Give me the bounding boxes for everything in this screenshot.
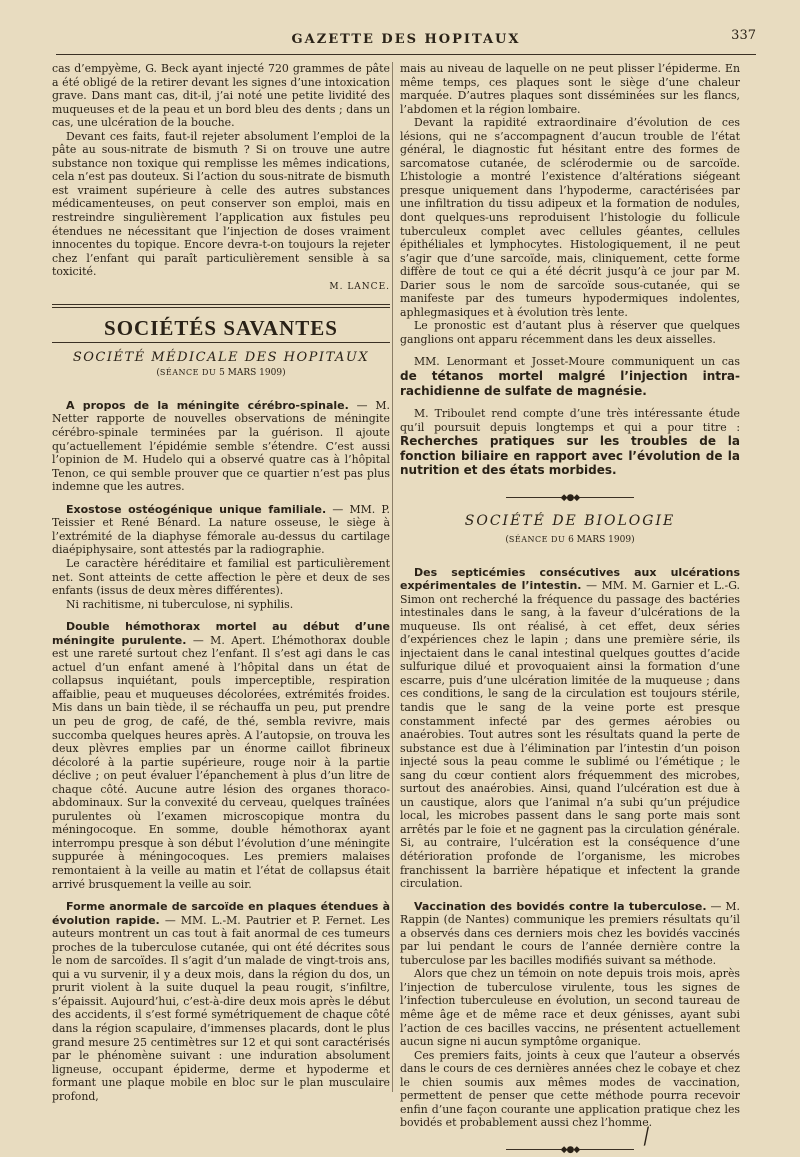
article-heading: Double hémothorax mortel au début d’une méningite purulente.: [52, 620, 390, 647]
article-text: M. Triboulet rend compte d’une très intéressante étude qu’il poursuit depuis longtemps et qui a pour titre :: [400, 407, 740, 434]
article-text: — MM. P. Teissier et René Bénard. La nature osseuse, le siège à l’extrémité de la diaphyse fémorale au-dessus du cartilage diaépiphysaire, sont attestés par la radiographie.: [52, 502, 391, 557]
paragraph: Le caractère héréditaire et familial est particulièrement net. Sont atteints de cette affection le père et deux de ses enfants (issus de deux mères différentes).: [52, 556, 390, 598]
article-item: [400, 407, 740, 478]
article-item: [52, 900, 390, 1103]
session-label: SÉANCE DU: [508, 534, 566, 544]
society-title: SOCIÉTÉ DE BIOLOGIE: [464, 513, 676, 530]
society-title: SOCIÉTÉ MÉDICALE DES HOPITAUX: [72, 349, 370, 365]
paragraph: cas d’empyème, G. Beck ayant injecté 720 grammes de pâte a été obligé de la retirer devant les signes d’une intoxication grave. Dans mant cas, dit-il, j’ai noté une petite lividité des muqueuses et de la peau et un bord bleu des dents ; dans un cas, une ulcération de la bouche.: [52, 62, 390, 130]
session-date: (SÉANCE DU 6 MARS 1909): [505, 534, 635, 545]
ink-mark: ⁄: [640, 1125, 653, 1150]
separator-ornament: ◆●◆: [400, 492, 740, 506]
paragraph: mais au niveau de laquelle on ne peut plisser l’épiderme. En même temps, ces plaques sont le siège d’une chaleur marquée. D’autres plaques sont disséminées sur les flancs, l’abdomen et la région lombaire.: [400, 62, 740, 116]
paragraph: Le pronostic est d’autant plus à réserver que quelques ganglions ont apparu récemment dans les deux aisselles.: [400, 319, 740, 346]
article-title: Recherches pratiques sur les troubles de la fonction biliaire en rapport avec l’évolution de la nutrition et des états morbides.: [400, 434, 740, 478]
session-date-value: 5 MARS 1909: [219, 368, 283, 379]
article-item: [52, 620, 390, 891]
author-signature: M. LANCE.: [329, 281, 390, 292]
article-heading: Des septicémies consécutives aux ulcérations expérimentales de l’intestin.: [400, 565, 740, 593]
paragraph: Devant ces faits, faut-il rejeter absolument l’emploi de la pâte au sous-nitrate de bismuth ? Si on trouve une autre substance non toxique qui remplisse les mêmes indications, cela n’est pas douteux. Si l’action du sous-nitrate de bismuth est vraiment supérieure à celle des autres substances médicamenteuses, on peut conserver son emploi, mais en restreindre singulièrement l’application aux fistules peu étendues ne nécessitant que l’injection de doses vraiment innocentes du topique. Encore devra-t-on toujours la rejeter chez l’enfant qui paraît particulièrement sensible à sa toxicité.: [52, 129, 390, 279]
page-number: 337: [731, 28, 756, 43]
article-item: [52, 503, 390, 557]
running-title: GAZETTE DES HOPITAUX: [291, 32, 521, 47]
article-item: [400, 566, 740, 891]
end-ornament: ◆●◆: [400, 1144, 740, 1157]
paragraph: Alors que chez un témoin on note depuis trois mois, après l’injection de tuberculose virulente, tous les signes de l’infection tuberculeuse en évolution, un second taureau de même âge et de même race et deux génisses, ayant subi l’action de ces bacilles vaccins, ne présentent actuellement aucun signe ni aucun symptôme organique.: [400, 967, 740, 1049]
article-heading: Forme anormale de sarcoïde en plaques étendues à évolution rapide.: [52, 900, 390, 927]
paragraph: Devant la rapidité extraordinaire d’évolution de ces lésions, qui ne s’accompagnent d’aucun trouble de l’état général, le diagnostic fut hésitant entre des formes de sarcomatose cutanée, de sclérodermie ou de sarcoïde. L’histologie a montré l’existence d’altérations siégeant presque uniquement dans l’hypoderme, caractérisées par une infiltration du tissu adipeux et la formation de nodules, dont quelques-uns reproduisent l’histologie du follicule tuberculeux complet avec cellules géantes, cellules épithéliales et lymphocytes. Histologiquement, il ne peut s’agir que d’une sarcoïde, mais, cliniquement, cette forme diffère de tout ce qui a été décrit jusqu’à ce jour par M. Darier sous le nom de sarcoïde sous-cutanée, qui se manifeste par des tumeurs hypodermiques indolentes, aphlegmasiques et à évolution très lente.: [400, 116, 740, 319]
article-text: — M. Rappin (de Nantes) communique les premiers résultats qu’il a observés dans ces derniers mois chez les bovidés vaccinés par lui pendant le cours de l’année dernière contre la tuberculose par les bacilles modifiés suivant sa méthode.: [400, 899, 740, 967]
article-text: — MM. M. Garnier et L.-G. Simon ont recherché la fréquence du passage des bactéries intestinales dans le sang, à la faveur d’ulcérations de la muqueuse. Ils ont réalisé, à cet effet, deux séries d’expériences chez le lapin ; dans une première série, ils injectaient dans le canal intestinal quelques gouttes d’acide sulfurique dilué et provoquaient ainsi la formation d’une escarre, puis d’une ulcération limitée de la muqueuse ; dans ces conditions, le sang de la circulation est toujours stérile, tandis que le sang de la veine porte est presque constamment infecté par des germes aérobies ou anaérobies. Tout autres sont les résultats quand la perte de substance est due à l’élimination par l’intestin d’un poison injecté sous la peau comme le sublimé ou l’émétique ; le sang du cœur contient alors fréquemment des microbes, surtout des anaérobies. Ainsi, quand l’ulcération est due à un caustique, alors que l’animal n’a subi qu’un préjudice local, les microbes passent dans le sang porte mais sont arrêtés par le foie et ne gagnent pas la circulation générale. Si, au contraire, l’ulcération est la conséquence d’une détérioration profonde de l’organisme, les microbes franchissent la barrière hépatique et infectent la grande circulation.: [400, 579, 740, 891]
session-date: (SÉANCE DU 5 MARS 1909): [156, 368, 286, 379]
paragraph: Ni rachitisme, ni tuberculose, ni syphilis.: [66, 597, 294, 611]
section-rule: [52, 304, 390, 308]
article-heading: A propos de la méningite cérébro-spinale.: [66, 398, 349, 412]
session-date-value: 6 MARS 1909: [568, 534, 632, 545]
article-text: — M. Netter rapporte de nouvelles observations de méningite cérébro-spinale terminées par la guérison. Il ajoute qu’actuellement l’épidémie semble s’étendre. C’est aussi l’opinion de M. Hudelo qui a observé quatre cas à l’hôpital Tenon, ce qui semble prouver que ce quartier n’est pas plus indemne que les autres.: [52, 398, 390, 494]
section-title: SOCIÉTÉS SAVANTES: [104, 316, 338, 341]
article-item: [400, 900, 740, 968]
section-rule: [52, 342, 390, 343]
page-header: [56, 28, 756, 55]
session-label: SÉANCE DU: [159, 368, 217, 378]
article-title: de tétanos mortel malgré l’injection intra-rachidienne de sulfate de magnésie.: [400, 369, 740, 398]
article-text: MM. Lenormant et Josset-Moure communiquent un cas: [414, 355, 740, 369]
paragraph: Ces premiers faits, joints à ceux que l’auteur a observés dans le cours de ces dernières années chez le cobaye et chez le chien soumis aux mêmes modes de vaccination, permettent de penser que cette méthode pourra recevoir enfin d’une façon courante une application pratique chez les bovidés et probablement aussi chez l’homme.: [400, 1048, 740, 1130]
article-item: [52, 399, 390, 494]
left-column: [52, 62, 390, 1112]
column-divider: [392, 62, 393, 1092]
article-heading: Vaccination des bovidés contre la tuberculose.: [414, 899, 707, 913]
article-item: [400, 355, 740, 398]
article-heading: Exostose ostéogénique unique familiale.: [66, 502, 327, 516]
right-column: [400, 62, 740, 1155]
article-text: — MM. L.-M. Pautrier et P. Fernet. Les auteurs montrent un cas tout à fait anormal de ces tumeurs proches de la tuberculose cutanée, qui ont été décrites sous le nom de sarcoïdes. Il s’agit d’un malade de vingt-trois ans, qui a vu survenir, il y a deux mois, dans la région du dos, un prurit violent à la suite duquel la peau rougit, s’infiltre, s’épaissit. Aujourd’hui, c’est-à-dire deux mois après le début des accidents, il s’est formé symétriquement de chaque côté dans la région scapulaire, d’immenses placards, dont le plus grand mesure 25 centimètres sur 12 et qui sont caractérisés par le phénomène suivant : une induration absolument ligneuse, occupant épiderme, derme et hypoderme et formant une plaque mobile en bloc sur le plan musculaire profond,: [52, 913, 390, 1103]
article-text: — M. Apert. L’hémothorax double est une rareté surtout chez l’enfant. Il s’est agi dans le cas actuel d’un enfant amené à l’hôpital dans un état de collapsus inquiétant, pouls imperceptible, respiration affaiblie, peau et muqueuses décolorées, extrémités froides. Mis dans un bain tiède, il se réchauffa un peu, put prendre un peu de grog, de café, de thé, sembla revivre, mais succomba quelques heures après. A l’autopsie, on trouva les deux plèvres emplies par un énorme caillot fibrineux décoloré à la partie supérieure, rouge noir à la partie déclive ; on peut évaluer l’épanchement à plus d’un litre de chaque côté. Aucune autre lésion des organes thoraco-abdominaux. Sur la convexité du cerveau, quelques traînées purulentes où l’examen microscopique montra du méningocoque. En somme, double hémothorax ayant interrompu presque à son début l’évolution d’une méningite suppurée à méningocoques. Les premiers malaises remontaient à la veille au matin et l’état de collapsus était arrivé brusquement la veille au soir.: [52, 633, 391, 891]
